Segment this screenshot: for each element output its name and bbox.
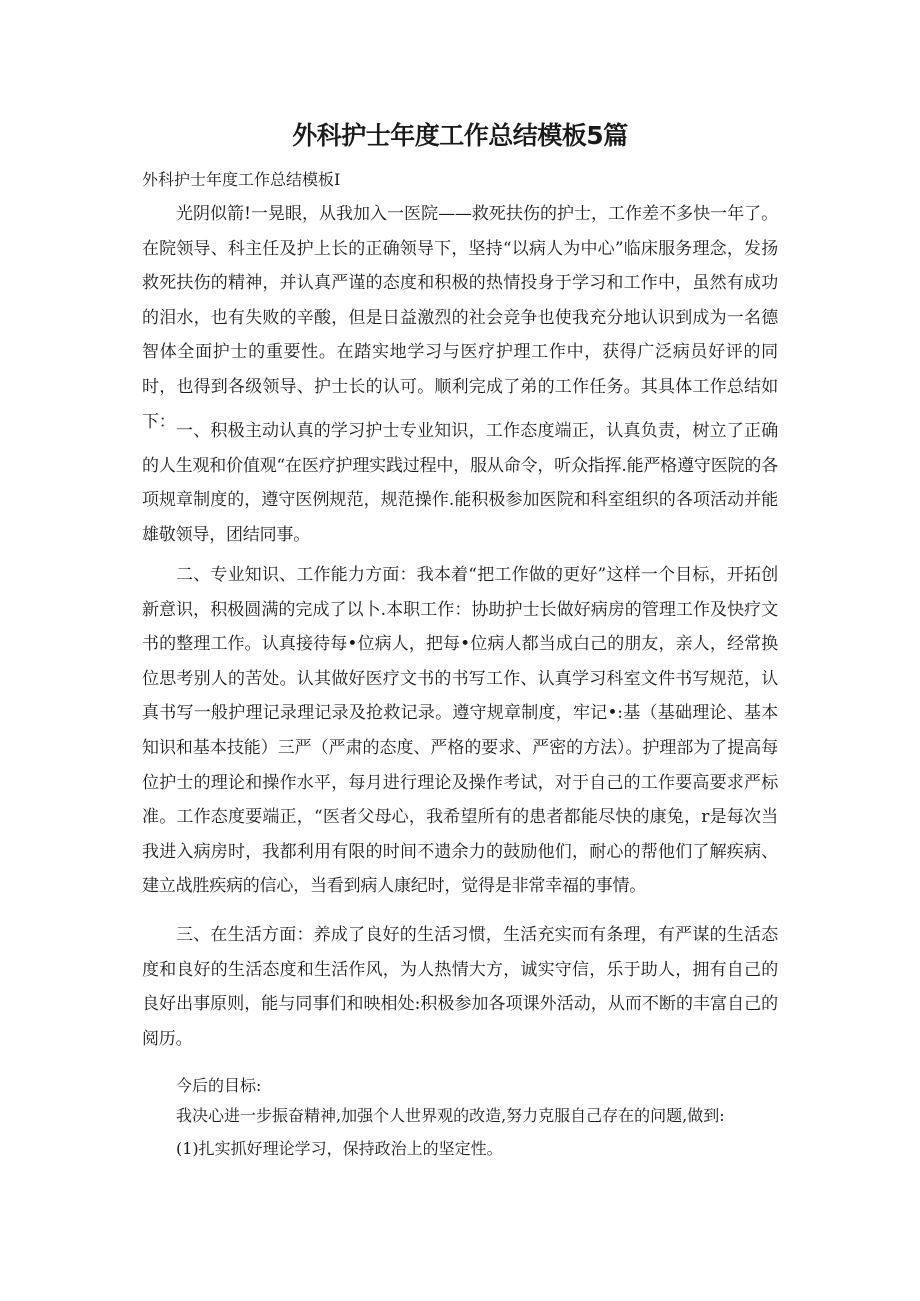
paragraph-section-2: 二、专业知识、工作能力方面：我本着“把工作做的更好”这样一个目标，开拓创新意识，积极圆满的完成了以卜.本职工作：协助护士长做好病房的管理工作及快疗文书的整理工作。认真接待每•位病人，把每•位病人都当成白己的朋友，亲人，经常换位思考别人的苦处。认其做好医疗文书的书写工作、认真学习科室文件书写规范，认真书写一般护理记录理记录及抢救记录。遵守规章制度，牢记•:基（基础理论、基本知识和基本技能）三严（严肃的态度、严格的要求、严密的方法）。护理部为了提高每位护士的理论和操作水平，每月进行理论及操作考试，对于自己的工作要高要求严标准。工作态度要端正，“医者父母心，我希望所有的患者都能尽快的康兔，r是每次当我进入病房时，我都利用有限的时间不遗余力的鼓励他们，耐心的帮他们了解疾病、建立战胜疾病的信心，当看到病人康纪时，觉得是非常幸福的事情。 bbox=[142, 565, 778, 897]
goals-intro: 我决心进一步振奋精神,加强个人世界观的改造,努力克服自己存在的问题,做到: bbox=[176, 1106, 725, 1125]
goal-item: (1)扎实抓好理论学习，保持政治上的坚定性。 bbox=[176, 1139, 503, 1158]
goals-heading: 今后的目标: bbox=[176, 1076, 262, 1095]
document-subtitle: 外科护士年度工作总结模板I bbox=[142, 170, 341, 189]
paragraph-section-3: 三、在生活方面：养成了良好的生活习惯，生活充实而有条理，有严谋的生活态度和良好的生活态度和生活作风，为人热情大方，诚实守信，乐于助人，拥有自己的良好出事原则，能与同事们和映相处:积极参加各项课外活动，从而不断的丰富自己的阅历。 bbox=[142, 925, 778, 1049]
paragraph-intro: 光阴似箭!一晃眼，从我加入一医院——救死扶伤的护士，工作差不多快一年了。在院领导、科主任及护上长的正确领导下，坚持“以病人为中心”临床服务理念，发扬救死扶伤的精神，并认真严谨的态度和积极的热情投身于学习和工作中，虽然有成功的泪水，也有失败的辛酸，但是日益激烈的社会竞争也使我充分地认识到成为一名德智体全面护士的重要性。在踏实地学习与医疗护理工作中，获得广泛病员好评的同时，也得到各级领导、护士长的认可。顺利完成了弟的工作任务。其具体工作总结如下： bbox=[142, 204, 778, 432]
paragraph-section-1: 一、积极主动认真的学习护士专业知识，工作态度端正，认真负责，树立了正确的人生观和价值观“在医疗护理实践过程中，服从命令，听众指挥.能严格遵守医院的各项规章制度的，遵守医例规范，规范操作.能积极参加医院和科室组织的各项活动并能雄敬领导，团结同事。 bbox=[142, 421, 778, 545]
page-title: 外科护士年度工作总结模板5篇 bbox=[292, 121, 628, 150]
